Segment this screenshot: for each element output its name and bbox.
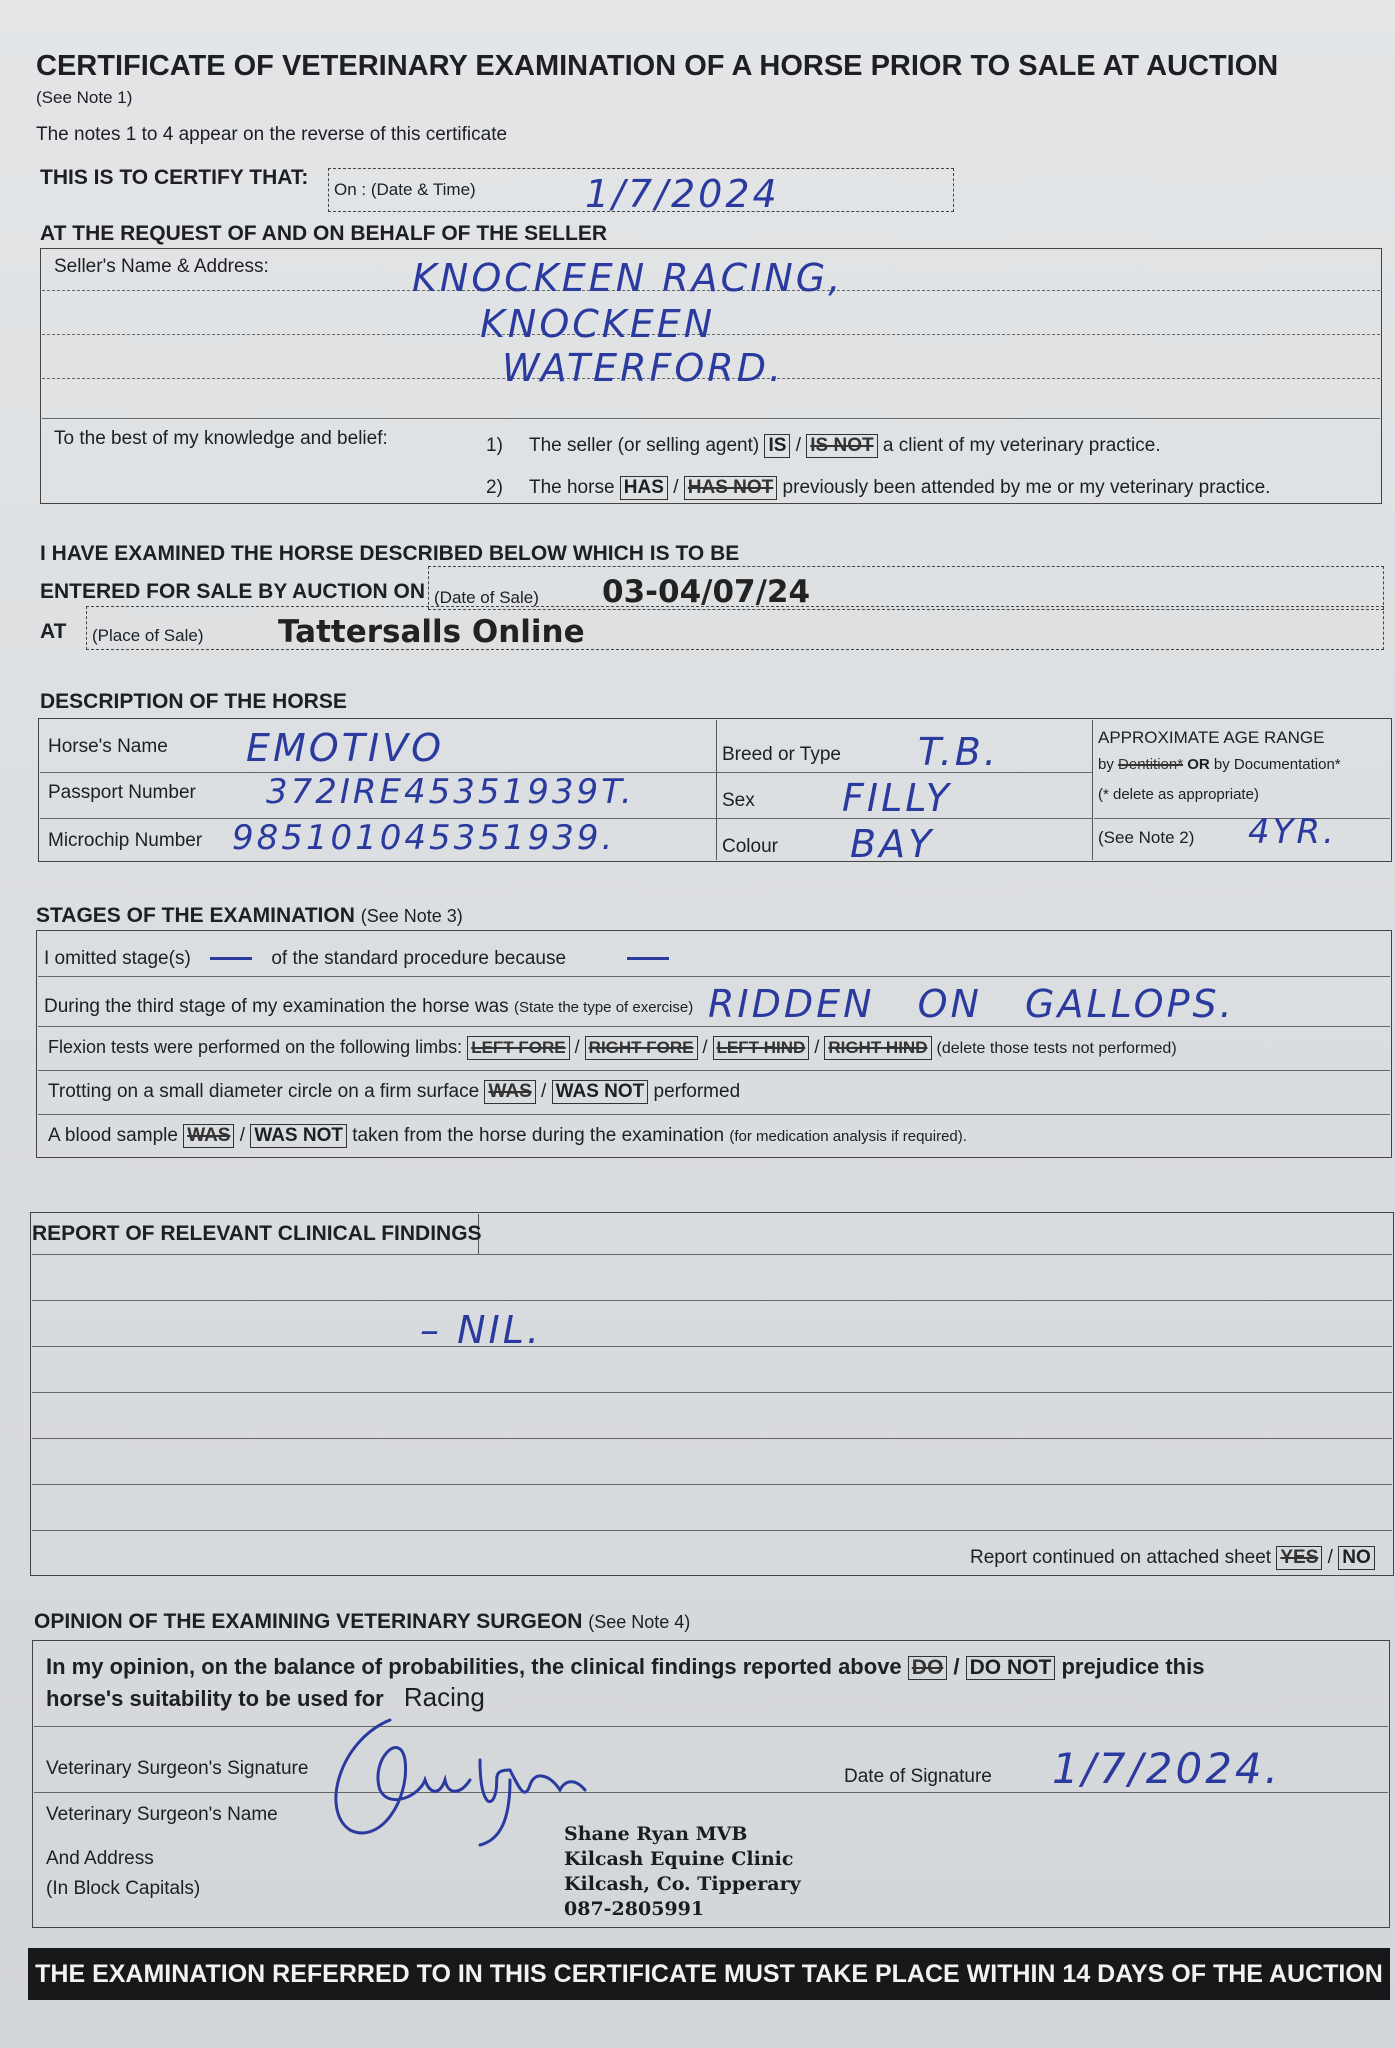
breed-label: Breed or Type: [722, 744, 842, 765]
horse-name-value: EMOTIVO: [246, 726, 445, 770]
report-value: – NIL.: [420, 1308, 542, 1352]
sale-date-value: 03-04/07/24: [602, 574, 811, 610]
signature-text: [420, 1760, 426, 1761]
blood-was-not[interactable]: WAS NOT: [250, 1124, 347, 1148]
request-line: AT THE REQUEST OF AND ON BEHALF OF THE SELLER: [40, 222, 607, 245]
statement-1-text: The seller (or selling agent): [528, 435, 760, 456]
third-stage-value: RIDDEN ON GALLOPS.: [708, 982, 1235, 1026]
flex-left-fore[interactable]: LEFT FORE: [467, 1036, 569, 1060]
flexion-note: (delete those tests not performed): [936, 1040, 1177, 1057]
flex-right-hind[interactable]: RIGHT HIND: [824, 1036, 931, 1060]
flex-right-fore[interactable]: RIGHT FORE: [585, 1036, 698, 1060]
opinion-see-note-4: (See Note 4): [588, 1612, 691, 1632]
statement-1-suffix: a client of my veterinary practice.: [882, 435, 1161, 456]
colour-value: BAY: [850, 822, 935, 866]
blood-suffix: taken from the horse during the examination: [352, 1125, 725, 1146]
trotting-suffix: performed: [653, 1081, 741, 1102]
seller-statement-2: 2) The horse HAS / HAS NOT previously been attended by me or my veterinary practice.: [486, 477, 1271, 498]
entered-label: ENTERED FOR SALE BY AUCTION ON: [40, 580, 426, 603]
signature-label: Veterinary Surgeon's Signature: [46, 1758, 309, 1779]
omitted-stage-dash: [210, 957, 252, 960]
breed-value: T.B.: [918, 730, 999, 774]
blood-text: A blood sample: [48, 1125, 178, 1146]
age-documentation[interactable]: by Documentation*: [1213, 756, 1341, 773]
option-has-not[interactable]: HAS NOT: [684, 476, 778, 500]
date-of-signature-label: Date of Signature: [844, 1766, 992, 1787]
age-or: OR: [1187, 756, 1210, 773]
sex-label: Sex: [722, 790, 755, 811]
statement-2-number: 2): [486, 477, 503, 498]
opinion-do-not[interactable]: DO NOT: [966, 1656, 1056, 1680]
third-stage-text: During the third stage of my examination the horse was: [44, 996, 509, 1017]
trot-was[interactable]: WAS: [484, 1080, 535, 1104]
omitted-reason-dash: [627, 957, 669, 960]
seller-label: Seller's Name & Address:: [54, 256, 269, 277]
third-stage-note: (State the type of exercise): [513, 999, 694, 1016]
opinion-text: In my opinion, on the balance of probabilities, the clinical findings reported above: [46, 1654, 902, 1679]
third-stage-line: [44, 996, 693, 1018]
report-box: [30, 1212, 1394, 1576]
vet-stamp: [564, 1822, 801, 1922]
age-by: by: [1098, 756, 1114, 773]
continued-no[interactable]: NO: [1338, 1546, 1375, 1570]
stamp-name: Shane Ryan MVB: [564, 1823, 748, 1845]
block-capitals-label: (In Block Capitals): [46, 1878, 201, 1899]
seller-name-line: KNOCKEEN RACING,: [412, 256, 844, 300]
statement-1-number: 1): [486, 435, 503, 456]
omitted-line: [44, 948, 669, 970]
sale-date-label: (Date of Sale): [434, 588, 539, 607]
opinion-suffix: prejudice this: [1061, 1654, 1205, 1679]
statement-2-suffix: previously been attended by me or my veterinary practice.: [782, 477, 1271, 498]
examined-line: I HAVE EXAMINED THE HORSE DESCRIBED BELOW WHICH IS TO BE: [40, 542, 740, 565]
see-note-1: (See Note 1): [36, 88, 133, 107]
sex-value: FILLY: [842, 776, 952, 820]
seller-statement-1: 1) The seller (or selling agent) IS / IS NOT a client of my veterinary practice.: [486, 435, 1161, 456]
blood-was[interactable]: WAS: [183, 1124, 234, 1148]
flexion-text: Flexion tests were performed on the following limbs:: [48, 1037, 463, 1057]
passport-value: 372IRE45351939T.: [266, 772, 635, 812]
seller-address-line-1: KNOCKEEN: [480, 302, 716, 346]
age-see-note-2: (See Note 2): [1098, 828, 1195, 847]
seller-address-line-2: WATERFORD.: [502, 346, 785, 390]
opinion-heading: [34, 1610, 690, 1634]
footer-banner: THE EXAMINATION REFERRED TO IN THIS CERTIFICATE MUST TAKE PLACE WITHIN 14 DAYS OF THE AUCTION: [28, 1948, 1390, 2000]
certify-date-value: 1/7/2024: [585, 172, 780, 216]
colour-label: Colour: [722, 836, 778, 857]
microchip-label: Microchip Number: [48, 830, 203, 851]
stamp-clinic: Kilcash Equine Clinic: [564, 1848, 794, 1870]
knowledge-label: To the best of my knowledge and belief:: [54, 428, 388, 449]
at-label: AT: [40, 620, 67, 643]
statement-2-text: The horse: [528, 477, 615, 498]
sale-place-label: (Place of Sale): [92, 626, 204, 645]
trotting-line: Trotting on a small diameter circle on a firm surface WAS / WAS NOT performed: [48, 1081, 741, 1102]
blood-line: A blood sample WAS / WAS NOT taken from the horse during the examination (for medication analysis if required).: [48, 1125, 967, 1146]
age-value: 4YR.: [1248, 812, 1337, 852]
option-is-not[interactable]: IS NOT: [806, 434, 877, 458]
stamp-address: Kilcash, Co. Tipperary: [564, 1873, 801, 1895]
option-is[interactable]: IS: [764, 434, 790, 458]
age-dentition[interactable]: Dentition*: [1118, 756, 1184, 773]
opinion-heading-text: OPINION OF THE EXAMINING VETERINARY SURGEON: [34, 1610, 583, 1633]
intended-use-value: Racing: [403, 1682, 485, 1712]
omitted-pre: I omitted stage(s): [44, 948, 191, 969]
report-heading: REPORT OF RELEVANT CLINICAL FINDINGS: [32, 1222, 482, 1245]
passport-label: Passport Number: [48, 782, 196, 803]
sale-place-value: Tattersalls Online: [278, 614, 585, 650]
omitted-mid: of the standard procedure because: [271, 948, 567, 969]
age-method-line: [1098, 756, 1341, 773]
description-heading: DESCRIPTION OF THE HORSE: [40, 690, 347, 713]
age-delete-note: (* delete as appropriate): [1098, 786, 1259, 803]
blood-note: (for medication analysis if required).: [729, 1128, 967, 1145]
stages-heading-text: STAGES OF THE EXAMINATION: [36, 904, 355, 927]
age-heading: APPROXIMATE AGE RANGE: [1098, 728, 1325, 747]
address-label: And Address: [46, 1848, 154, 1869]
flex-left-hind[interactable]: LEFT HIND: [713, 1036, 810, 1060]
horse-name-label: Horse's Name: [48, 736, 168, 757]
certify-on-label: On : (Date & Time): [334, 180, 476, 199]
opinion-line-1: In my opinion, on the balance of probabilities, the clinical findings reported above DO / DO NOT prejudice this: [46, 1654, 1205, 1679]
certify-label: THIS IS TO CERTIFY THAT:: [40, 166, 309, 189]
stages-see-note-3: (See Note 3): [360, 906, 463, 926]
continued-yes[interactable]: YES: [1276, 1546, 1322, 1570]
stamp-phone: 087-2805991: [564, 1898, 705, 1920]
trotting-text: Trotting on a small diameter circle on a firm surface: [48, 1081, 480, 1102]
sale-date-field[interactable]: [428, 566, 1384, 610]
microchip-value: 985101045351939.: [232, 818, 616, 858]
date-of-signature-value: 1/7/2024.: [1052, 1744, 1281, 1793]
stages-heading: [36, 904, 463, 928]
option-has[interactable]: HAS: [620, 476, 668, 500]
certificate-title: CERTIFICATE OF VETERINARY EXAMINATION OF A HORSE PRIOR TO SALE AT AUCTION: [36, 50, 1279, 82]
report-continued-label: Report continued on attached sheet: [970, 1547, 1272, 1568]
opinion-do[interactable]: DO: [908, 1656, 948, 1680]
flexion-line: Flexion tests were performed on the following limbs: LEFT FORE / RIGHT FORE / LEFT HIND / RIGHT HIND (delete those tests not performed): [48, 1036, 1177, 1060]
surgeon-name-label: Veterinary Surgeon's Name: [46, 1804, 278, 1825]
suitability-text: horse's suitability to be used for: [46, 1686, 384, 1711]
report-continued-line: Report continued on attached sheet YES / NO: [970, 1546, 1375, 1570]
notes-line: The notes 1 to 4 appear on the reverse of this certificate: [36, 124, 508, 145]
trot-was-not[interactable]: WAS NOT: [552, 1080, 649, 1104]
